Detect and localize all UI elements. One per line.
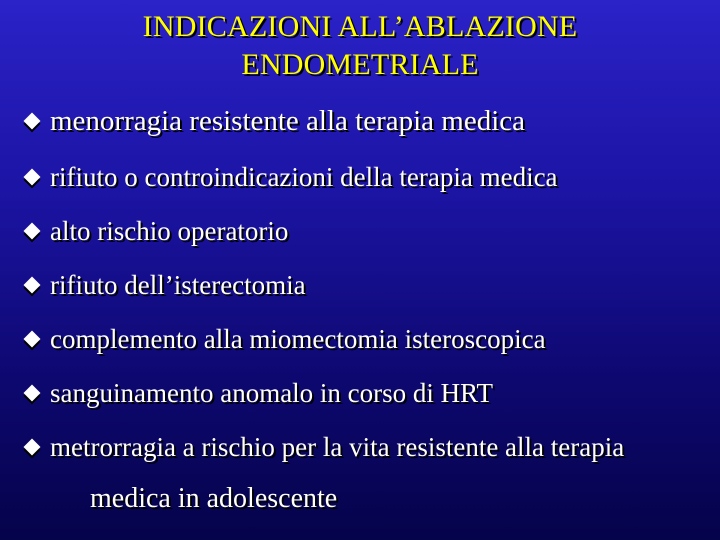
diamond-bullet-icon	[24, 331, 41, 348]
slide-title-line-1: INDICAZIONI ALL’ABLAZIONE	[142, 10, 578, 43]
diamond-bullet-icon	[24, 169, 41, 186]
bullet-continuation: medica in adolescente	[90, 483, 338, 514]
diamond-bullet-icon	[24, 385, 41, 402]
diamond-bullet-icon	[24, 277, 41, 294]
bullet-text: menorragia resistente alla terapia medica	[50, 105, 526, 137]
diamond-bullet-icon	[24, 113, 41, 130]
diamond-bullet-icon	[24, 223, 41, 240]
bullet-text: metrorragia a rischio per la vita resistente alla terapia	[50, 432, 625, 462]
bullet-text: sanguinamento anomalo in corso di HRT	[50, 378, 494, 408]
bullet-text: alto rischio operatorio	[50, 216, 289, 246]
bullet-text: rifiuto dell’isterectomia	[50, 270, 306, 300]
bullet-text: rifiuto o controindicazioni della terapia medica	[50, 162, 558, 192]
diamond-bullet-icon	[24, 439, 41, 456]
bullet-text: complemento alla miomectomia isteroscopica	[50, 324, 546, 354]
slide-title-line-2: ENDOMETRIALE	[241, 48, 479, 81]
